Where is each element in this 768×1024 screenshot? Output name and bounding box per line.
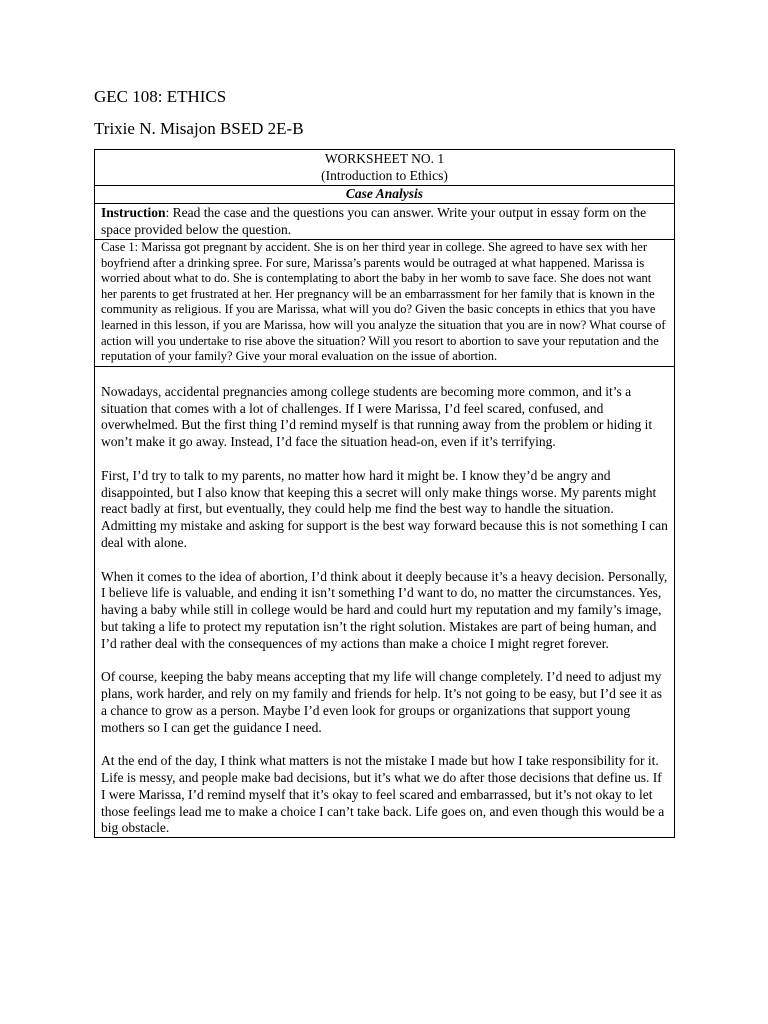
answer-paragraph: When it comes to the idea of abortion, I’d think about it deeply because it’s a heavy decision. Personally, I believe life is valuable, and ending it isn’t something I’d want to do, no matter the circumstances. Yes, having a baby while still in college would be hard and could hurt my reputation and my family’s image, but taking a life to protect my reputation isn’t the right solution. Mistakes are part of being human, and I’d rather deal with the consequences of my actions than make a choice I might regret forever. [101, 568, 668, 651]
instruction-cell [95, 203, 674, 239]
instruction-label: Instruction [101, 205, 166, 220]
case-analysis-heading: Case Analysis [95, 185, 674, 203]
case-prompt-cell: Case 1: Marissa got pregnant by accident. She is on her third year in college. She agreed to have sex with her boyfriend after a drinking spree. For sure, Marissa’s parents would be outraged at what happened. Marissa is worried about what to do. She is contemplating to abort the baby in her womb to save face. She does not want her parents to get frustrated at her. Her pregnancy will be an embarrassment for her family that is known in the community as religious. If you are Marissa, what will you do? Given the basic concepts in ethics that you have learned in this lesson, if you are Marissa, how will you analyze the situation that you are in now? What course of action will you undertake to rise above the situation? Will you resort to abortion to save your reputation and the reputation of your family? Give your moral evaluation on the issue of abortion. [95, 239, 674, 366]
student-name-section: Trixie N. Misajon BSED 2E-B [94, 119, 304, 138]
worksheet-table [94, 149, 675, 838]
answer-cell [95, 366, 674, 838]
worksheet-title-cell [95, 150, 674, 185]
course-title: GEC 108: ETHICS [94, 87, 227, 106]
answer-paragraph: Nowadays, accidental pregnancies among college students are becoming more common, and it’s a situation that comes with a lot of challenges. If I were Marissa, I’d feel scared, confused, and overwhelmed. But the first thing I’d remind myself is that running away from the problem or hiding it won’t make it go away. Instead, I’d face the situation head-on, even if it’s terrifying. [101, 383, 653, 450]
worksheet-title: WORKSHEET NO. 1 [324, 151, 445, 166]
answer-paragraph: At the end of the day, I think what matters is not the mistake I made but how I take responsibility for it. Life is messy, and people make bad decisions, but it’s what we do after those decisions that define us. If I were Marissa, I’d remind myself that it’s okay to feel scared and embarrassed, but it’s not okay to let those feelings lead me to make a choice I can’t take back. Life goes on, and even though this would be a big obstacle. [101, 753, 665, 836]
instruction-text: : Read the case and the questions you can answer. Write your output in essay form on the space provided below the question. [101, 205, 647, 237]
worksheet-subtitle: (Introduction to Ethics) [321, 167, 448, 183]
answer-paragraph: Of course, keeping the baby means accepting that my life will change completely. I’d need to adjust my plans, work harder, and rely on my family and friends for help. It’s not going to be easy, but I’d see it as a chance to grow as a person. Maybe I’d even look for groups or organizations that support young mothers so I can get the guidance I need. [101, 669, 662, 735]
answer-paragraph: First, I’d try to talk to my parents, no matter how hard it might be. I know they’d be angry and disappointed, but I also know that keeping this a secret will only make things worse. My parents might react badly at first, but eventually, they could help me find the best way to handle the situation. Admitting my mistake and asking for support is the best way forward because this is not something I can deal with alone. [101, 467, 668, 550]
